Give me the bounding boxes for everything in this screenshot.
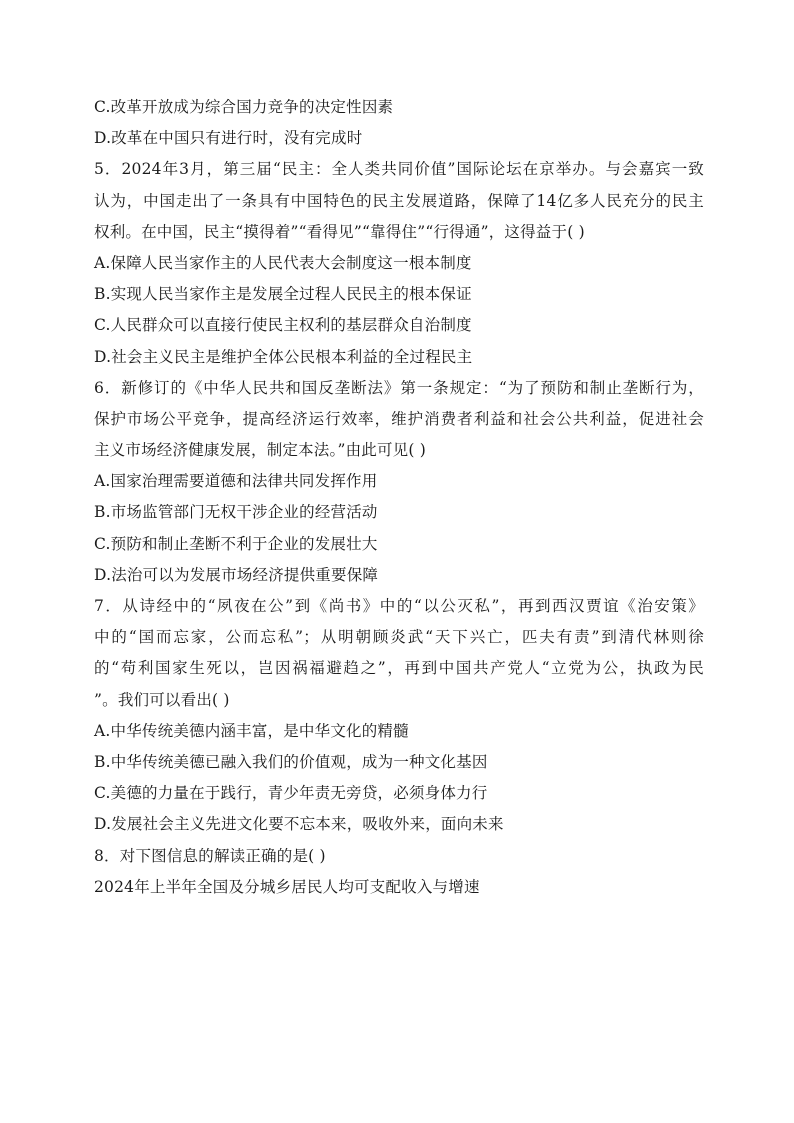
question-7-option-c: C.美德的力量在于践行，青少年责无旁贷，必须身体力行 bbox=[94, 784, 488, 803]
question-6-line-1: 6．新修订的《中华人民共和国反垄断法》第一条规定：“为了预防和制止垄断行为， bbox=[94, 378, 704, 397]
question-7-option-d: D.发展社会主义先进文化要不忘本来，吸收外来，面向未来 bbox=[94, 815, 504, 834]
question-7-line-2: 中的“国而忘家，公而忘私”；从明朝顾炎武“天下兴亡，匹夫有责”到清代林则徐 bbox=[94, 628, 704, 647]
question-8-stem: 8．对下图信息的解读正确的是( ) bbox=[94, 846, 326, 865]
question-6-option-c: C.预防和制止垄断不利于企业的发展壮大 bbox=[94, 534, 378, 553]
question-5-line-3: 权利。在中国，民主“摸得着”“看得见”“靠得住”“行得通”，这得益于( ) bbox=[94, 222, 585, 241]
question-6-line-2: 保护市场公平竞争，提高经济运行效率，维护消费者利益和社会公共利益，促进社会 bbox=[94, 409, 704, 428]
option-4d: D.改革在中国只有进行时，没有完成时 bbox=[94, 129, 363, 148]
chart-caption: 2024年上半年全国及分城乡居民人均可支配收入与增速 bbox=[94, 877, 480, 896]
question-7-option-a: A.中华传统美德内涵丰富，是中华文化的精髓 bbox=[94, 721, 409, 740]
option-5c-prev: C.改革开放成为综合国力竞争的决定性因素 bbox=[94, 98, 394, 116]
question-6-option-a: A.国家治理需要道德和法律共同发挥作用 bbox=[94, 472, 378, 491]
question-5-line-2: 认为，中国走出了一条具有中国特色的民主发展道路，保障了14亿多人民充分的民主 bbox=[94, 191, 704, 210]
question-7-option-b: B.中华传统美德已融入我们的价值观，成为一种文化基因 bbox=[94, 752, 488, 771]
question-6-option-b: B.市场监管部门无权干涉企业的经营活动 bbox=[94, 503, 378, 522]
question-5-line-1: 5．2024年3月，第三届“民主：全人类共同价值”国际论坛在京举办。与会嘉宾一致 bbox=[94, 160, 704, 179]
question-5-option-d: D.社会主义民主是维护全体公民根本利益的全过程民主 bbox=[94, 347, 473, 366]
question-5-option-b: B.实现人民当家作主是发展全过程人民民主的根本保证 bbox=[94, 285, 472, 304]
question-7-line-3: 的“苟利国家生死以，岂因祸福避趋之”，再到中国共产党人“立党为公，执政为民 bbox=[94, 659, 704, 678]
question-6-line-3: 主义市场经济健康发展，制定本法。”由此可见( ) bbox=[94, 441, 426, 460]
question-5-option-c: C.人民群众可以直接行使民主权利的基层群众自治制度 bbox=[94, 316, 472, 335]
question-5-option-a: A.保障人民当家作主的人民代表大会制度这一根本制度 bbox=[94, 253, 472, 272]
question-6-option-d: D.法治可以为发展市场经济提供重要保障 bbox=[94, 565, 379, 584]
question-7-line-1: 7．从诗经中的“夙夜在公”到《尚书》中的“以公灭私”，再到西汉贾谊《治安策》 bbox=[94, 597, 704, 615]
document-page bbox=[94, 92, 704, 903]
question-7-line-4: ”。我们可以看出( ) bbox=[94, 690, 230, 709]
